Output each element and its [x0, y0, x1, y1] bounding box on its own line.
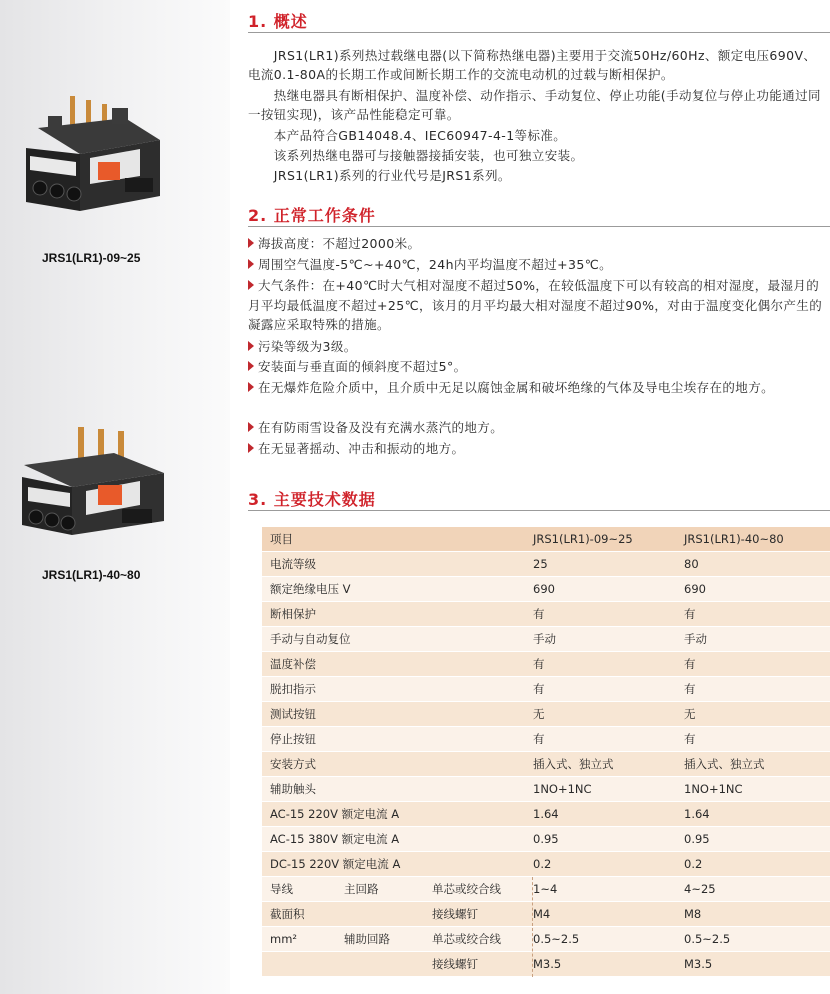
product-caption: JRS1(LR1)-40~80	[42, 568, 141, 582]
condition-item: 海拔高度：不超过2000米。	[248, 234, 830, 254]
table-cell: 1NO+1NC	[684, 782, 743, 796]
table-cell: 1.64	[533, 807, 559, 821]
table-row	[262, 752, 830, 776]
table-cell: 690	[684, 582, 706, 596]
table-header-cell: JRS1(LR1)-40~80	[684, 532, 784, 546]
table-cell: 脱扣指示	[270, 682, 316, 696]
table-cell: 0.95	[533, 832, 559, 846]
table-cell: 有	[684, 657, 696, 671]
condition-item: 在无爆炸危险介质中，且介质中无足以腐蚀金属和破坏绝缘的气体及导电尘埃存在的地方。	[248, 378, 830, 398]
table-cell: 0.2	[533, 857, 552, 871]
table-row	[262, 702, 830, 726]
relay-photo-40-80	[18, 425, 168, 550]
bullet-arrow-icon	[248, 361, 254, 371]
condition-item: 周围空气温度-5℃~+40℃，24h内平均温度不超过+35℃。	[248, 255, 830, 275]
wire-group-name: 辅助回路	[344, 932, 390, 946]
bullet-arrow-icon	[248, 280, 254, 290]
table-cell: 1~4	[533, 882, 558, 896]
wire-label-line: mm²	[270, 932, 298, 946]
table-cell: 无	[533, 707, 545, 721]
product-caption: JRS1(LR1)-09~25	[42, 251, 141, 265]
table-cell: 断相保护	[270, 607, 316, 621]
table-row	[262, 902, 830, 926]
condition-item: 在有防雨雪设备及没有充满水蒸汽的地方。	[248, 418, 830, 438]
table-row	[262, 652, 830, 676]
condition-item: 安装面与垂直面的倾斜度不超过5°。	[248, 357, 830, 377]
table-cell: DC-15 220V 额定电流 A	[270, 857, 401, 871]
table-row	[262, 777, 830, 801]
table-cell: AC-15 380V 额定电流 A	[270, 832, 400, 846]
table-cell: 插入式、独立式	[684, 757, 765, 771]
table-cell: 接线螺钉	[432, 907, 478, 921]
table-cell: 690	[533, 582, 555, 596]
bullet-arrow-icon	[248, 341, 254, 351]
table-row	[262, 677, 830, 701]
table-cell: 0.95	[684, 832, 710, 846]
table-cell: 辅助触头	[270, 782, 316, 796]
bullet-arrow-icon	[248, 443, 254, 453]
wire-label-line: 导线	[270, 882, 293, 896]
section-title-specs: 3. 主要技术数据	[248, 490, 376, 509]
table-row	[262, 877, 830, 901]
table-cell: 温度补偿	[270, 657, 316, 671]
table-row	[262, 802, 830, 826]
table-cell: 0.5~2.5	[533, 932, 580, 946]
table-cell: 有	[684, 607, 696, 621]
condition-item: 在无显著摇动、冲击和振动的地方。	[248, 439, 830, 459]
table-row	[262, 952, 830, 976]
table-cell: 有	[533, 732, 545, 746]
bullet-arrow-icon	[248, 422, 254, 432]
condition-item: 大气条件：在+40℃时大气相对湿度不超过50%，在较低温度下可以有较高的相对湿度，最湿月的月平均最低温度不超过+25℃，该月的月平均最大相对湿度不超过90%，对由于温度变化偶尔产生的凝露应采取特殊的措施。	[248, 278, 823, 332]
table-cell: M3.5	[684, 957, 713, 971]
overview-paragraph: 该系列热继电器可与接触器接插安装，也可独立安装。	[248, 148, 584, 163]
table-cell: M3.5	[533, 957, 562, 971]
overview-paragraph: JRS1(LR1)系列热过载继电器(以下简称热继电器)主要用于交流50Hz/60Hz、额定电压690V、电流0.1-80A的长期工作或间断长期工作的交流电动机的过载与断相保护。	[248, 48, 817, 82]
table-cell: AC-15 220V 额定电流 A	[270, 807, 400, 821]
table-cell: 有	[684, 682, 696, 696]
table-cell: 有	[533, 682, 545, 696]
table-row	[262, 727, 830, 751]
specs-table	[248, 519, 830, 989]
section-divider	[248, 510, 830, 511]
table-cell: 接线螺钉	[432, 957, 478, 971]
table-cell: 25	[533, 557, 548, 571]
section-title-conditions: 2. 正常工作条件	[248, 206, 376, 225]
overview-paragraph: 热继电器具有断相保护、温度补偿、动作指示、手动复位、停止功能(手动复位与停止功能通过同一按钮实现)，该产品性能稳定可靠。	[248, 88, 821, 122]
table-cell: 4~25	[684, 882, 716, 896]
table-row	[262, 602, 830, 626]
table-row	[262, 852, 830, 876]
bullet-arrow-icon	[248, 259, 254, 269]
table-cell: M4	[533, 907, 551, 921]
table-cell: 插入式、独立式	[533, 757, 614, 771]
wire-label-line: 截面积	[270, 907, 305, 921]
table-cell: 有	[684, 732, 696, 746]
table-cell: 额定绝缘电压 V	[270, 582, 351, 596]
table-row	[262, 927, 830, 951]
table-cell: 1.64	[684, 807, 710, 821]
table-row	[262, 827, 830, 851]
section-divider	[248, 226, 830, 227]
table-cell: 手动	[533, 632, 556, 646]
column-divider	[532, 877, 533, 977]
table-cell: 手动	[684, 632, 707, 646]
table-cell: 电流等级	[270, 557, 316, 571]
table-cell: M8	[684, 907, 702, 921]
table-cell: 0.5~2.5	[684, 932, 731, 946]
overview-paragraph: 本产品符合GB14048.4、IEC60947-4-1等标准。	[248, 128, 567, 143]
table-cell: 1NO+1NC	[533, 782, 592, 796]
table-cell: 有	[533, 657, 545, 671]
table-header-cell: JRS1(LR1)-09~25	[533, 532, 633, 546]
section-divider	[248, 32, 830, 33]
table-cell: 单芯或绞合线	[432, 932, 501, 946]
table-header-cell: 项目	[270, 532, 293, 546]
table-row	[262, 552, 830, 576]
table-cell: 有	[533, 607, 545, 621]
condition-item: 污染等级为3级。	[248, 337, 830, 357]
table-header-row	[262, 527, 830, 551]
section-title-overview: 1. 概述	[248, 12, 308, 31]
overview-paragraph: JRS1(LR1)系列的行业代号是JRS1系列。	[248, 168, 511, 183]
table-cell: 无	[684, 707, 696, 721]
wire-group-name: 主回路	[344, 882, 379, 896]
table-cell: 80	[684, 557, 699, 571]
table-cell: 测试按钮	[270, 707, 316, 721]
relay-photo-09-25	[20, 96, 170, 221]
bullet-arrow-icon	[248, 382, 254, 392]
table-row	[262, 627, 830, 651]
table-cell: 安装方式	[270, 757, 316, 771]
table-row	[262, 577, 830, 601]
table-cell: 手动与自动复位	[270, 632, 351, 646]
table-cell: 单芯或绞合线	[432, 882, 501, 896]
table-cell: 停止按钮	[270, 732, 316, 746]
table-cell: 0.2	[684, 857, 703, 871]
bullet-arrow-icon	[248, 238, 254, 248]
